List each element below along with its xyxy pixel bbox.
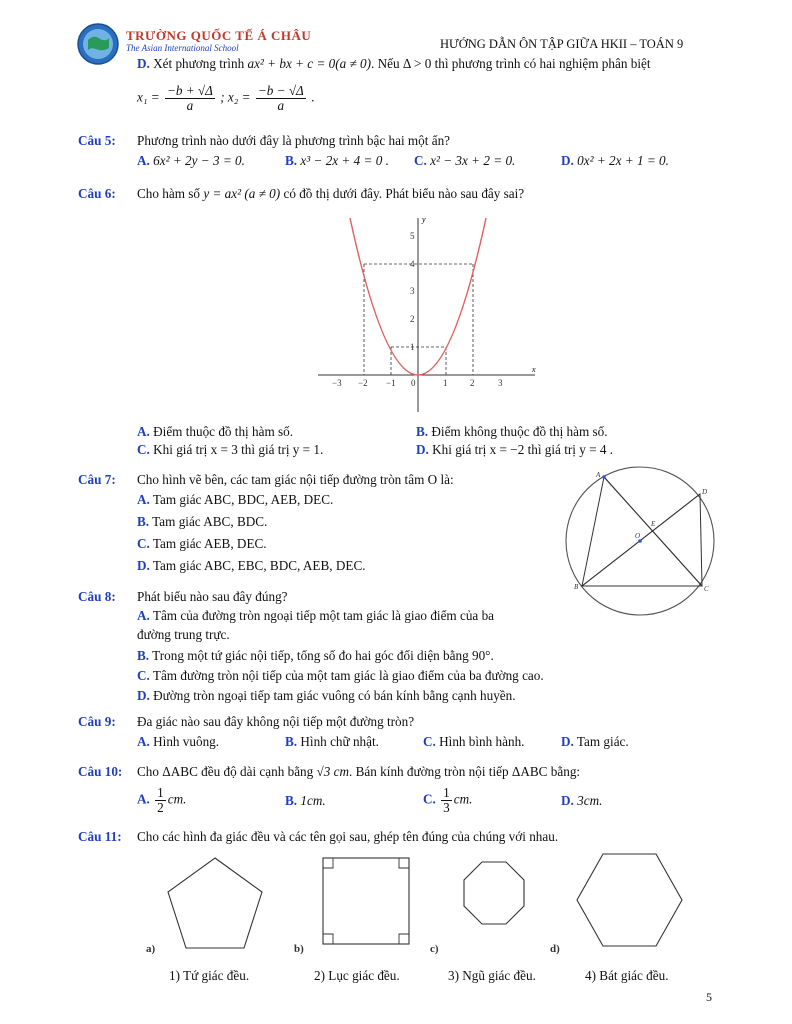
doc-title: HƯỚNG DẪN ÔN TẬP GIỮA HKII – TOÁN 9 [440, 37, 684, 51]
question-6-label: Câu 6: [78, 186, 116, 201]
q6-option-b[interactable]: B. Điểm không thuộc đồ thị hàm số. [416, 424, 608, 439]
q9-option-d[interactable]: D. Tam giác. [561, 734, 629, 749]
q6-option-a[interactable]: A. Điểm thuộc đồ thị hàm số. [137, 424, 294, 439]
question-10-text: Cho ΔABC đều độ dài cạnh bằng √3 cm. Bán kính đường tròn nội tiếp ΔABC bằng: [137, 764, 581, 779]
q8-option-c[interactable]: C. Tâm đường tròn nội tiếp của một tam giác là giao điểm của ba đường cao. [137, 668, 544, 683]
q7-option-d[interactable]: D. Tam giác ABC, EBC, BDC, AEB, DEC. [137, 558, 366, 573]
triangle-abc [582, 477, 702, 586]
point-a-label: A [596, 471, 601, 479]
q8-option-d[interactable]: D. Đường tròn ngoại tiếp tam giác vuông có bán kính bằng cạnh huyền. [137, 688, 516, 703]
circle-diagram [562, 466, 722, 621]
q9-option-a[interactable]: A. Hình vuông. [137, 734, 220, 749]
q9-option-b[interactable]: B. Hình chữ nhật. [285, 734, 379, 749]
school-name: TRƯỜNG QUỐC TẾ Á CHÂU [126, 28, 312, 43]
x-axis-label: x [532, 365, 536, 374]
q8-option-a-cont: đường trung trực. [137, 627, 230, 642]
x-tick: 2 [470, 378, 475, 388]
parabola-graph [310, 212, 540, 417]
q9-option-c[interactable]: C. Hình bình hành. [423, 734, 525, 749]
question-8-label: Câu 8: [78, 589, 116, 604]
q8-option-b[interactable]: B. Trong một tứ giác nội tiếp, tổng số đo hai góc đối diện bằng 90°. [137, 648, 494, 663]
question-5-text: Phương trình nào dưới đây là phương trình bậc hai một ẩn? [137, 133, 451, 148]
x-tick: 1 [443, 378, 448, 388]
q5-option-d[interactable]: D. 0x² + 2x + 1 = 0. [561, 153, 669, 168]
figure-c-label: c) [430, 943, 439, 955]
x-tick: −1 [386, 378, 396, 388]
name-option-3: 3) Ngũ giác đều. [448, 968, 536, 983]
q10-option-c[interactable]: C. $\frac{1}{3}$ cm. [423, 785, 473, 815]
y-tick: 5 [410, 231, 415, 241]
point-b-label: B [574, 583, 579, 591]
prev-option-d: D. Xét phương trình ax² + bx + c = 0(a ≠ 0). Nếu Δ > 0 thì phương trình có hai nghiệm phân biệt [137, 56, 651, 71]
question-11-label: Câu 11: [78, 829, 122, 844]
page-number: 5 [706, 990, 712, 1004]
y-axis-label: y [422, 215, 426, 224]
q5-option-c[interactable]: C. x² − 3x + 2 = 0. [414, 153, 516, 168]
figure-b-label: b) [294, 943, 304, 955]
y-tick: 3 [410, 286, 415, 296]
school-subtitle: The Asian International School [126, 43, 239, 53]
q10-option-b[interactable]: B. 1cm. [285, 793, 326, 808]
question-7-text: Cho hình vẽ bên, các tam giác nội tiếp đường tròn tâm O là: [137, 472, 454, 487]
question-9-label: Câu 9: [78, 714, 116, 729]
q6-option-d[interactable]: D. Khi giá trị x = −2 thì giá trị y = 4 . [416, 442, 614, 457]
q7-option-c[interactable]: C. Tam giác AEB, DEC. [137, 536, 267, 551]
q7-option-b[interactable]: B. Tam giác ABC, BDC. [137, 514, 268, 529]
x-tick: 3 [498, 378, 503, 388]
y-tick: 2 [410, 314, 415, 324]
point-a-marker [602, 475, 606, 479]
q10-option-a[interactable]: A. $\frac{1}{2}$ cm. [137, 785, 187, 815]
y-tick: 4 [410, 259, 415, 269]
q5-option-b[interactable]: B. x³ − 2x + 4 = 0 . [285, 153, 389, 168]
y-tick: 1 [410, 342, 415, 352]
x-tick: 0 [411, 378, 416, 388]
name-option-1: 1) Tứ giác đều. [169, 968, 250, 983]
question-9-text: Đa giác nào sau đây không nội tiếp một đường tròn? [137, 714, 415, 729]
octagon-shape [464, 862, 524, 924]
q7-option-a[interactable]: A. Tam giác ABC, BDC, AEB, DEC. [137, 492, 334, 507]
name-option-4: 4) Bát giác đều. [585, 968, 669, 983]
question-10-label: Câu 10: [78, 764, 123, 779]
question-7-label: Câu 7: [78, 472, 116, 487]
name-option-2: 2) Lục giác đều. [314, 968, 400, 983]
polygon-figures [140, 848, 700, 960]
point-o-label: O [635, 532, 641, 540]
school-logo [76, 22, 120, 66]
x-tick: −3 [332, 378, 342, 388]
point-c-label: C [704, 585, 709, 593]
prev-formula: x₁ = $\frac{-b + √\Delta}{a}$ ; x₂ = $\frac{-b - √\Delta}{a}$ . [137, 83, 315, 113]
pentagon-shape [168, 858, 262, 948]
q5-option-a[interactable]: A. 6x² + 2y − 3 = 0. [137, 153, 245, 168]
question-11-text: Cho các hình đa giác đều và các tên gọi sau, ghép tên đúng của chúng với nhau. [137, 829, 559, 844]
square-shape [323, 858, 409, 944]
point-d-label: D [702, 488, 708, 496]
question-8-text: Phát biểu nào sau đây đúng? [137, 589, 288, 604]
q10-option-d[interactable]: D. 3cm. [561, 793, 603, 808]
point-e-label: E [651, 520, 656, 528]
x-tick: −2 [358, 378, 368, 388]
q6-option-c[interactable]: C. Khi giá trị x = 3 thì giá trị y = 1. [137, 442, 324, 457]
question-6-text: Cho hàm số y = ax² (a ≠ 0) có đồ thị dưới đây. Phát biểu nào sau đây sai? [137, 186, 525, 201]
square-right-angles [323, 858, 409, 944]
figure-a-label: a) [146, 943, 156, 955]
figure-d-label: d) [550, 943, 560, 955]
question-5-label: Câu 5: [78, 133, 116, 148]
q8-option-a[interactable]: A. Tâm của đường tròn ngoại tiếp một tam giác là giao điểm của ba [137, 608, 495, 623]
hexagon-shape [577, 854, 682, 946]
segment-ac [604, 477, 702, 586]
